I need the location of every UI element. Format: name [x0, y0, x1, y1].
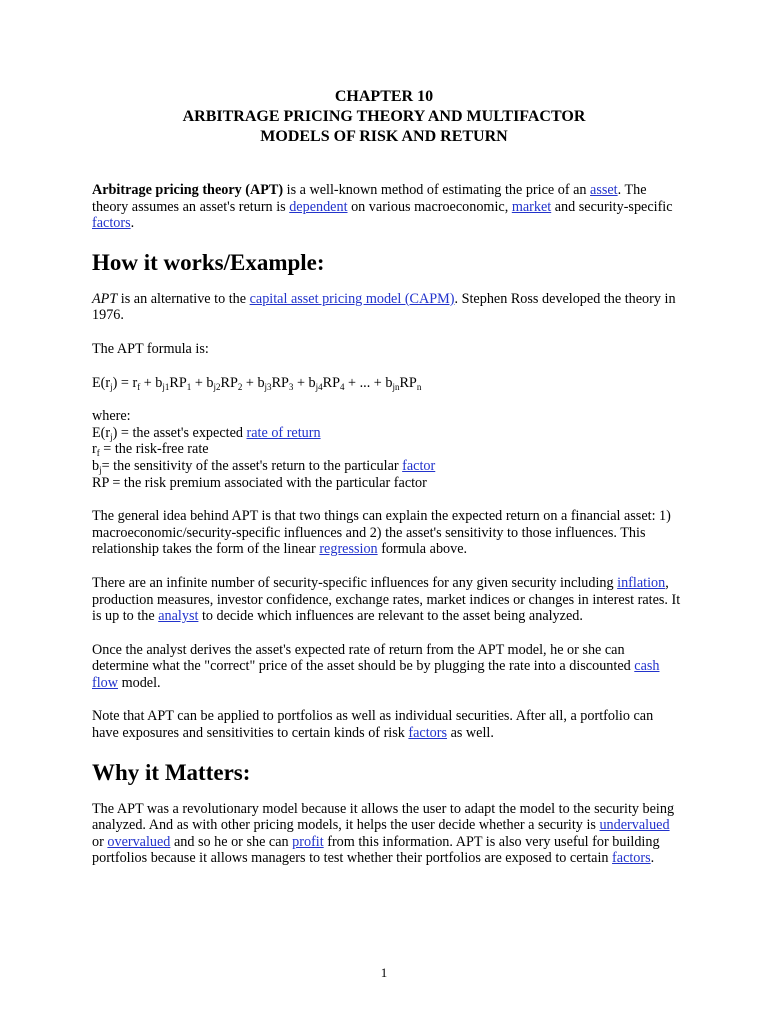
apt-term: Arbitrage pricing theory (APT) [92, 182, 284, 198]
heading-how-it-works: How it works/Example: [92, 249, 325, 275]
def-text: = the risk-free rate [99, 441, 209, 458]
formula-sub: j1 [162, 381, 170, 392]
definition-risk-free [92, 441, 682, 458]
intro-text-3: on various macroeconomic, [347, 198, 512, 215]
link-analyst[interactable]: analyst [158, 608, 199, 625]
intro-text-5: . [130, 215, 135, 232]
link-factors[interactable]: factors [92, 215, 131, 232]
apt-alternative-paragraph [92, 291, 682, 324]
chapter-title-line-2: MODELS OF RISK AND RETURN [260, 128, 508, 145]
definition-risk-premium: RP = the risk premium associated with the particular factor [92, 474, 427, 491]
formula-part: RP [322, 374, 340, 391]
general-idea-paragraph [92, 508, 682, 558]
why-it-matters-paragraph [92, 801, 682, 867]
link-cash-flow[interactable]: cash flow [92, 658, 660, 691]
def-text: b [92, 457, 100, 474]
link-factors-3[interactable]: factors [612, 850, 651, 867]
formula-sub: f [137, 381, 141, 392]
definition-sensitivity [92, 458, 682, 475]
def-text: E(r [92, 424, 111, 441]
def-text: ) = the asset's expected [112, 424, 247, 441]
p5-text-2: as well. [447, 725, 494, 742]
formula-sub: n [416, 381, 422, 392]
p2-text-2: formula above. [377, 541, 468, 558]
formula-part: E(r [92, 374, 111, 391]
def-text: = the sensitivity of the asset's return to the particular [101, 457, 403, 474]
p5-text-1: Note that APT can be applied to portfolios as well as individual securities. After all, a portfolio can have exposures and sensitivities to certain kinds of risk [92, 708, 654, 742]
def-sub: j [110, 431, 113, 442]
formula-part: + b [191, 374, 214, 391]
def-text: r [92, 441, 97, 458]
p1-text-2: . Stephen Ross developed the theory in 1976. [92, 290, 676, 324]
portfolios-paragraph [92, 708, 682, 741]
intro-text-2: . The theory assumes an asset's return is [92, 182, 647, 215]
def-sub: f [96, 448, 100, 459]
apt-italic: APT [92, 290, 118, 307]
def-sub: j [99, 464, 102, 475]
formula-part: + b [242, 374, 265, 391]
formula-part: + b [140, 374, 163, 391]
formula-sub: j2 [213, 381, 221, 392]
formula-part: RP [220, 374, 238, 391]
chapter-number: CHAPTER 10 [334, 88, 434, 105]
apt-formula [92, 375, 682, 392]
p4-text-2: model. [118, 674, 161, 691]
s2-text-3: and so he or she can [170, 833, 293, 850]
p2-text-1: The general idea behind APT is that two things can explain the expected return on a financial asset: 1) macroeconomic/security-specific influences and 2) the asset's sensitivity to those influences. This relationship takes the form of the linear [92, 508, 671, 558]
formula-part: RP [169, 374, 187, 391]
analyst-derives-paragraph [92, 642, 682, 692]
formula-part: RP [399, 374, 417, 391]
p4-text-1: Once the analyst derives the asset's expected rate of return from the APT model, he or she can determine what the "correct" price of the asset should be by plugging the rate into a discounted [92, 641, 635, 675]
s2-text-2: or [92, 833, 108, 850]
formula-part: ) = r [112, 374, 138, 391]
definition-expected-return [92, 425, 682, 442]
formula-sub: 4 [340, 381, 345, 392]
formula-intro: The APT formula is: [92, 340, 209, 357]
link-regression[interactable]: regression [319, 541, 378, 558]
link-capm[interactable]: capital asset pricing model (CAPM) [249, 290, 455, 307]
p3-text-2: , production measures, investor confidence, exchange rates, market indices or changes in interest rates. It is up to the [92, 574, 681, 625]
s2-text-1: The APT was a revolutionary model because it allows the user to adapt the model to the security being analyzed. And as with other pricing models, it helps the user decide whether a security is [92, 800, 675, 834]
s2-text-5: . [650, 850, 655, 867]
formula-part: + ... + b [344, 374, 393, 391]
formula-sub: 2 [237, 381, 243, 392]
link-overvalued[interactable]: overvalued [107, 833, 171, 850]
heading-why-it-matters: Why it Matters: [92, 759, 251, 785]
formula-sub: jn [392, 381, 400, 392]
where-label: where: [92, 408, 131, 425]
intro-paragraph [92, 182, 682, 232]
p1-text-1: is an alternative to the [117, 290, 250, 307]
intro-text-1: is a well-known method of estimating the price of an [283, 182, 591, 198]
page-number: 1 [380, 965, 388, 980]
link-dependent[interactable]: dependent [289, 198, 348, 215]
link-inflation[interactable]: inflation [617, 574, 666, 591]
formula-sub: j3 [264, 381, 272, 392]
formula-sub: j [110, 381, 113, 392]
chapter-title-block [0, 87, 768, 147]
formula-part: RP [271, 374, 289, 391]
formula-sub: j4 [315, 381, 323, 392]
influences-paragraph [92, 575, 682, 625]
p3-text-1: There are an infinite number of security-specific influences for any given security including [92, 574, 618, 591]
link-asset[interactable]: asset [590, 182, 618, 198]
formula-part: + b [293, 374, 316, 391]
document-body [92, 182, 682, 884]
link-profit[interactable]: profit [292, 833, 324, 850]
link-market[interactable]: market [511, 198, 552, 215]
link-factor[interactable]: factor [402, 457, 436, 474]
formula-definitions [92, 408, 682, 491]
formula-sub: 1 [186, 381, 192, 392]
formula-sub: 3 [288, 381, 294, 392]
p3-text-3: to decide which influences are relevant to the asset being analyzed. [198, 608, 583, 625]
chapter-title-line-1: ARBITRAGE PRICING THEORY AND MULTIFACTOR [182, 108, 586, 125]
link-factors-2[interactable]: factors [408, 725, 448, 742]
intro-text-4: and security-specific [551, 198, 673, 215]
link-rate-of-return[interactable]: rate of return [246, 424, 321, 441]
link-undervalued[interactable]: undervalued [599, 817, 670, 834]
s2-text-4: from this information. APT is also very useful for building portfolios because it allows managers to test whether their portfolios are exposed to certain [92, 833, 660, 867]
